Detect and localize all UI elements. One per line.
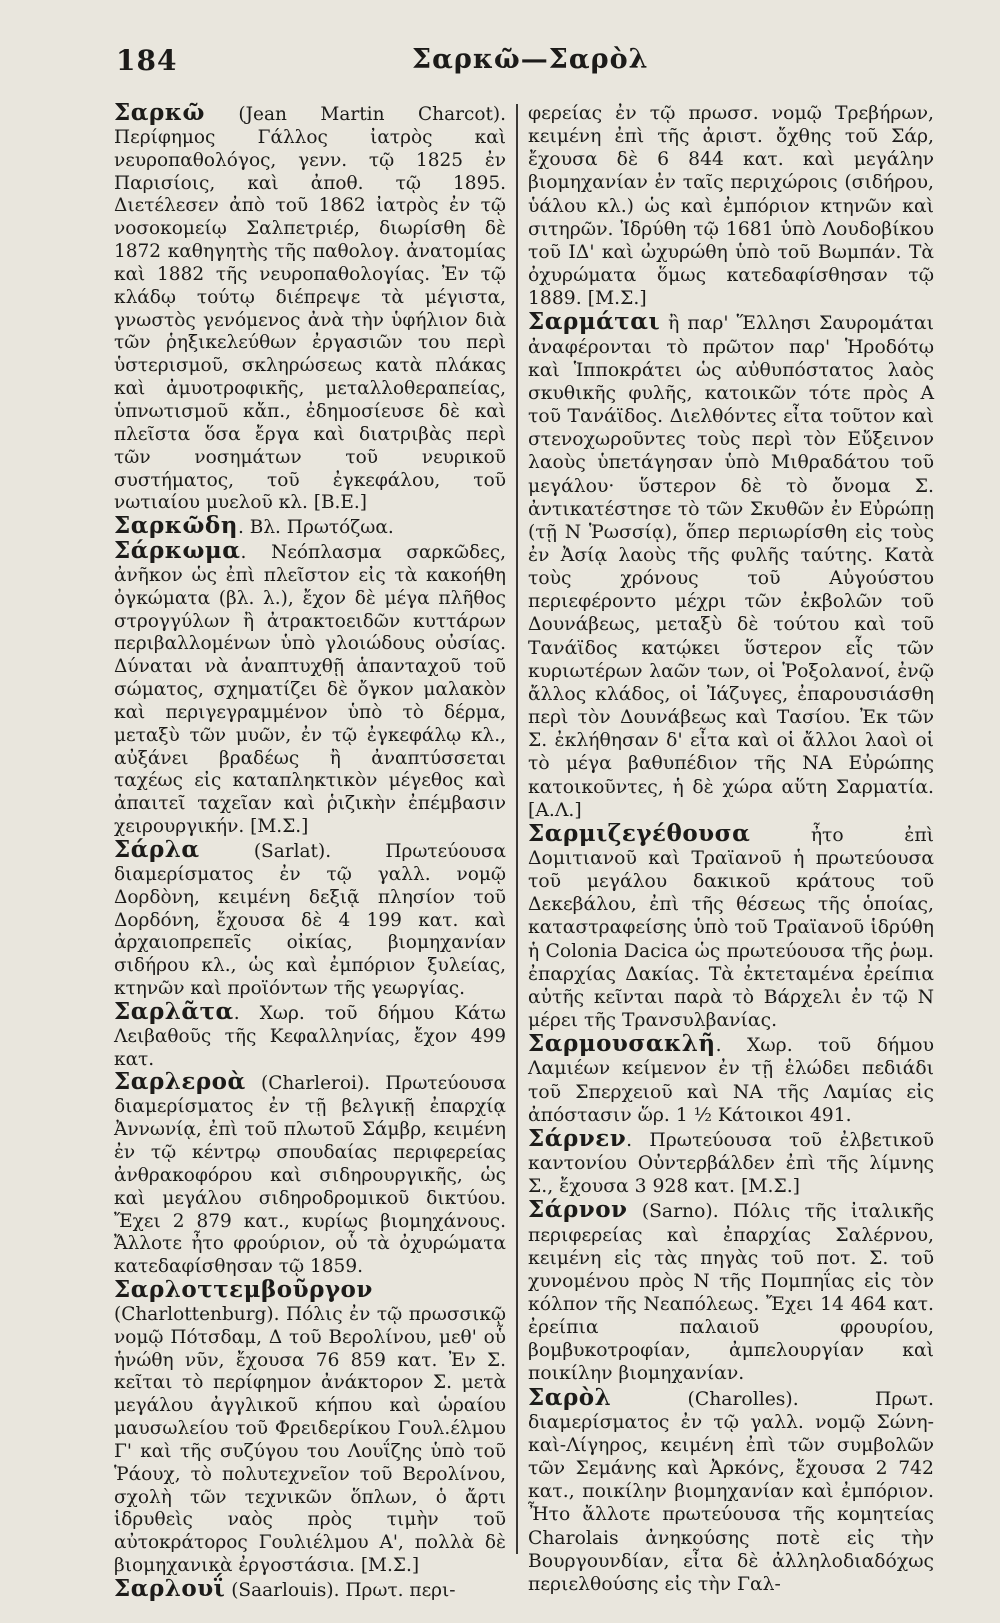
entry-text: ἢ παρ' Ἕλλησι Σαυρομάται ἀναφέρονται τὸ πρῶτον παρ' Ἡροδότῳ καὶ Ἱπποκράτει ὡς αὐθυπόστατος λαὸς σκυθικῆς φυλῆς, κατοικῶν τότε πρὸς Α τοῦ Τανάϊδος. Διελθόντες εἶτα τοῦτον καὶ στενοχωροῦντες τοὺς περὶ τὸν Εὔξεινον λαοὺς ὑπετάγησαν ὑπὸ Μιθραδάτου τοῦ μεγάλου· ὕστερον δὲ τὸ ὄνομα Σ. ἀντικατέστησε τὸ τῶν Σκυθῶν ἐν Εὐρώπῃ (τῇ Ν Ῥωσσίᾳ), ὅπερ περιωρίσθη εἰς τοὺς ἐν Ἀσίᾳ λαοὺς τῆς φυλῆς ταύτης. Κατὰ τοὺς χρόνους τοῦ Αὐγούστου περιεφέροντο μέχρι τῶν ἐκβολῶν τοῦ Δουνάβεως, μεταξὺ δὲ τούτου καὶ τοῦ Τανάϊδος κατῴκει ὕστερον εἷς τῶν κυριωτέρων λαῶν των, οἱ Ῥοξολανοί, ἐνῷ ἄλλος κλάδος, οἱ Ἰάζυγες, ἐπαρουσιάσθη περὶ τὸν Δουνάβεως καὶ Τασίου. Ἐκ τῶν Σ. ἐκλήθησαν δ' εἶτα καὶ οἱ ἄλλοι λαοὶ οἱ τὸ μέγα βαθυπέδιον τῆς ΝΑ Εὐρώπης κατοικοῦντες, ἡ δὲ χώρα αὕτη Σαρματία. [Α.Λ.] bbox=[528, 313, 934, 821]
entry-headword: Σάρκωμα bbox=[114, 537, 241, 565]
entry-text: (Jean Martin Charcot). Περίφημος Γάλλος ἰατρὸς καὶ νευροπαθολόγος, γενν. τῷ 1825 ἐν Παρισίοις, καὶ ἀποθ. τῷ 1895. Διετέλεσεν ἀπὸ τοῦ 1862 ἰατρὸς ἐν τῷ νοσοκομείῳ Σαλπετριέρ, διωρίσθη δὲ 1872 καθηγητὴς τῆς παθολογ. ἀνατομίας καὶ 1882 τῆς νευροπαθολογίας. Ἐν τῷ κλάδῳ τούτῳ διέπρεψε τὰ μέγιστα, γνωστὸς γενόμενος ἀνὰ τὴν ὑφήλιον διὰ τῶν ῥηξικελεύθων ἐργασιῶν του περὶ ὑστερισμοῦ, σκληρώσεως κατὰ πλάκας καὶ ἀμυοτροφικῆς, μεταλλοθεραπείας, ὑπνωτισμοῦ κἄπ., ἐδημοσίευσε δὲ καὶ πλεῖστα ὅσα ἔργα καὶ διατριβὰς περὶ τῶν νοσημάτων τοῦ νευρικοῦ συστήματος, τοῦ ἐγκεφάλου, τοῦ νωτιαίου μυελοῦ κλ. [Β.Ε.] bbox=[114, 104, 506, 514]
entry-text: (Sarno). Πόλις τῆς ἰταλικῆς περιφερείας καὶ ἐπαρχίας Σαλέρνου, κειμένη εἰς τὰς πηγὰς τοῦ ποτ. Σ. τοῦ χυνομένου πρὸς Ν τῆς Πομπηΐας εἰς τὸν κόλπον τῆς Νεαπόλεως. Ἔχει 14 464 κατ. ἐρείπια παλαιοῦ φρουρίου, βομβυκοτροφίαν, ἀμπελουργίαν καὶ ποικίλην βιομηχανίαν. bbox=[528, 1201, 934, 1385]
entry-headword: Σαρλεροὰ bbox=[114, 1068, 246, 1096]
dictionary-entry bbox=[528, 1198, 934, 1385]
entry-headword: Σαρλοττεμβοῦργον bbox=[114, 1276, 373, 1304]
dictionary-entry bbox=[528, 310, 934, 821]
dictionary-entry bbox=[114, 1276, 506, 1578]
entry-text: φερείας ἐν τῷ πρωσσ. νομῷ Τρεβήρων, κειμένη ἐπὶ τῆς ἀριστ. ὄχθης τοῦ Σάρ, ἔχουσα δὲ 6 844 κατ. καὶ μεγάλην βιομηχανίαν ἐν ταῖς περιχώροις (σιδήρου, ὑάλου κλ.) ὡς καὶ ἐμπόριον κτηνῶν καὶ σιτηρῶν. Ἱδρύθη τῷ 1681 ὑπὸ Λουδοβίκου τοῦ ΙΔ' καὶ ὠχυρώθη ὑπὸ τοῦ Βωμπάν. Τὰ ὀχυρώματα ὅμως κατεδαφίσθησαν τῷ 1889. [Μ.Σ.] bbox=[528, 103, 934, 310]
entry-headword: Σαρλουΐ bbox=[114, 1575, 226, 1602]
entry-headword: Σαρκῶ bbox=[114, 99, 205, 126]
dictionary-entry bbox=[528, 102, 934, 310]
dictionary-entry bbox=[114, 99, 506, 515]
entry-text: (Sarlat). Πρωτεύουσα διαμερίσματος ἐν τῷ γαλλ. νομῷ Δορδὸνη, κειμένη δεξιᾷ πλησίον τοῦ Δορδόνη, ἔχουσα δὲ 4 199 κατ. καὶ ἀρχαιοπρεπεῖς οἰκίας, βιομηχανίαν σιδήρου κλ., ὡς καὶ ἐμπόριον ξυλείας, κτηνῶν καὶ προϊόντων τῆς γεωργίας. bbox=[114, 841, 506, 1000]
entry-headword: Σαρμιζεγέθουσα bbox=[528, 819, 751, 847]
running-head: Σαρκῶ—Σαρὸλ bbox=[412, 44, 649, 75]
entry-text: (Charolles). Πρωτ. διαμερίσματος ἐν τῷ γαλλ. νομῷ Σώνη-καὶ-Λίγηρος, κειμένη ἐπὶ τῶν συμβολῶν τῶν Σεμάνης καὶ Ἀρκόνς, ἔχουσα 2 742 κατ., ποικίλην βιομηχανίαν καὶ ἐμπόριον. Ἦτο ἄλλοτε πρωτεύουσα τῆς κομητείας Charolais ἀνηκούσης ποτὲ εἰς τὴν Βουργουνδίαν, εἶτα δὲ ἀλληλοδιαδόχως περιελθούσης εἰς τὴν Γαλ- bbox=[528, 1388, 934, 1595]
dictionary-entry bbox=[114, 1575, 506, 1603]
entry-headword: Σάρνεν bbox=[528, 1124, 627, 1152]
page-number: 184 bbox=[116, 44, 178, 77]
entry-text: (Saarlouis). Πρωτ. περι- bbox=[225, 1580, 456, 1601]
entry-text: ἦτο ἐπὶ Δομιτιανοῦ καὶ Τραϊανοῦ ἡ πρωτεύουσα τοῦ μεγάλου δακικοῦ κράτους τοῦ Δεκεβάλου, ἐπὶ τῆς θέσεως τῆς ὁποίας, καταστραφείσης ὑπὸ τοῦ Τραϊανοῦ ἱδρύθη ἡ Colonia Dacica ὡς πρωτεύουσα τῆς ῥωμ. ἐπαρχίας Δακίας. Τὰ ἐκτεταμένα ἐρείπια αὐτῆς κεῖνται παρὰ τὸ Βάρχελι ἐν τῷ Ν μέρει τῆς Τρανσυλβανίας. bbox=[528, 824, 934, 1032]
dictionary-entry bbox=[528, 1032, 934, 1127]
dictionary-entry bbox=[114, 997, 506, 1072]
entry-headword: Σαρμουσακλῆ bbox=[528, 1030, 716, 1058]
right-column bbox=[528, 102, 934, 1596]
entry-headword: Σαρὸλ bbox=[528, 1383, 612, 1411]
entry-text: . Χωρ. τοῦ δήμου Λαμιέων κείμενον ἐν τῇ ἑλώδει πεδιάδι τοῦ Σπερχειοῦ καὶ ΝΑ τῆς Λαμίας εἰς ἀπόστασιν ὥρ. 1 ½ Κάτοικοι 491. bbox=[528, 1035, 934, 1126]
dictionary-entry bbox=[528, 1383, 934, 1596]
entry-headword: Σαρκῶδη bbox=[114, 512, 238, 540]
left-column bbox=[114, 99, 506, 1603]
entry-text: . Βλ. Πρωτόζωα. bbox=[237, 517, 394, 539]
entry-text: (Charlottenburg). Πόλις ἐν τῷ πρωσσικῷ νομῷ Πότσδαμ, Δ τοῦ Βερολίνου, μεθ' οὗ ἡνώθη νῦν, ἔχουσα 76 859 κατ. Ἐν Σ. κεῖται τὸ περίφημον ἀνάκτορον Σ. μετὰ μεγάλου ἀγγλικοῦ κήπου καὶ ὡραίου μαυσωλείου τοῦ Φρειδερίκου Γουλ.έλμου Γ' καὶ τῆς συζύγου του Λουΐζης ὑπὸ τοῦ Ῥάουχ, τὸ πολυτεχνεῖον τοῦ Βερολίνου, σχολὴ τῶν τεχνικῶν ὅπλων, ὁ ἄρτι ἱδρυθεὶς ναὸς πρὸς τιμὴν τοῦ αὐτοκράτορος Γουλιέλμου Α', πολλὰ δὲ βιομηχανικὰ ἐργοστάσια. [Μ.Σ.] bbox=[114, 1303, 506, 1577]
dictionary-entry bbox=[528, 1124, 934, 1198]
entry-text: . Πρωτεύουσα τοῦ ἐλβετικοῦ καντονίου Οὐντερβάλδεν ἐπὶ τῆς λίμνης Σ., ἔχουσα 3 928 κατ. [Μ.Σ.] bbox=[528, 1129, 934, 1198]
dictionary-entry bbox=[528, 819, 934, 1032]
entry-text: (Charleroi). Πρωτεύουσα διαμερίσματος ἐν τῇ βελγικῇ ἐπαρχίᾳ Ἀννωνίᾳ, ἐπὶ τοῦ πλωτοῦ Σάμβρ, κειμένη ἐν τῷ κέντρῳ σπουδαίας περιφερείας ἀνθρακοφόρου καὶ σιδηρουργικῆς, ὡς καὶ μεγάλου σιδηροδρομικοῦ δικτύου. Ἔχει 2 879 κατ., κυρίως βιομηχάνους. Ἄλλοτε ἦτο φρούριον, οὗ τὰ ὀχυρώματα κατεδαφίσθησαν τῷ 1859. bbox=[114, 1073, 506, 1278]
entry-headword: Σαρλᾶτα bbox=[114, 997, 234, 1025]
dictionary-entry bbox=[114, 836, 506, 1001]
entry-headword: Σάρλα bbox=[114, 836, 200, 863]
dictionary-entry bbox=[114, 537, 506, 839]
dictionary-entry bbox=[114, 1068, 506, 1279]
entry-text: . Νεόπλασμα σαρκῶδες, ἀνῆκον ὡς ἐπὶ πλεῖστον εἰς τὰ κακοήθη ὀγκώματα (βλ. λ.), ἔχον δὲ μέγα πλῆθος στρογγύλων ἢ ἀτρακτοειδῶν κυττάρων περιβαλλομένων ὑπὸ γλοιώδους οὐσίας. Δύναται νὰ ἀναπτυχθῇ ἁπανταχοῦ τοῦ σώματος, σχηματίζει δὲ ὄγκον μαλακὸν καὶ περιγεγραμμένον ὑπὸ τὸ δέρμα, μεταξὺ τῶν μυῶν, ἐν τῷ ἐγκεφάλῳ κλ., αὐξάνει βραδέως ἢ ἀναπτύσσεται ταχέως εἰς καταπληκτικὸν μέγεθος καὶ ἀπαιτεῖ ταχεῖαν καὶ ῥιζικὴν ἐπέμβασιν χειρουργικήν. [Μ.Σ.] bbox=[114, 542, 506, 838]
column-divider bbox=[516, 104, 518, 1554]
entry-headword: Σάρνον bbox=[528, 1196, 628, 1224]
entry-headword: Σαρμάται bbox=[528, 308, 661, 336]
entry-text: . Χωρ. τοῦ δήμου Κάτω Λειβαθοῦς τῆς Κεφαλληνίας, ἔχον 499 κατ. bbox=[114, 1002, 506, 1070]
